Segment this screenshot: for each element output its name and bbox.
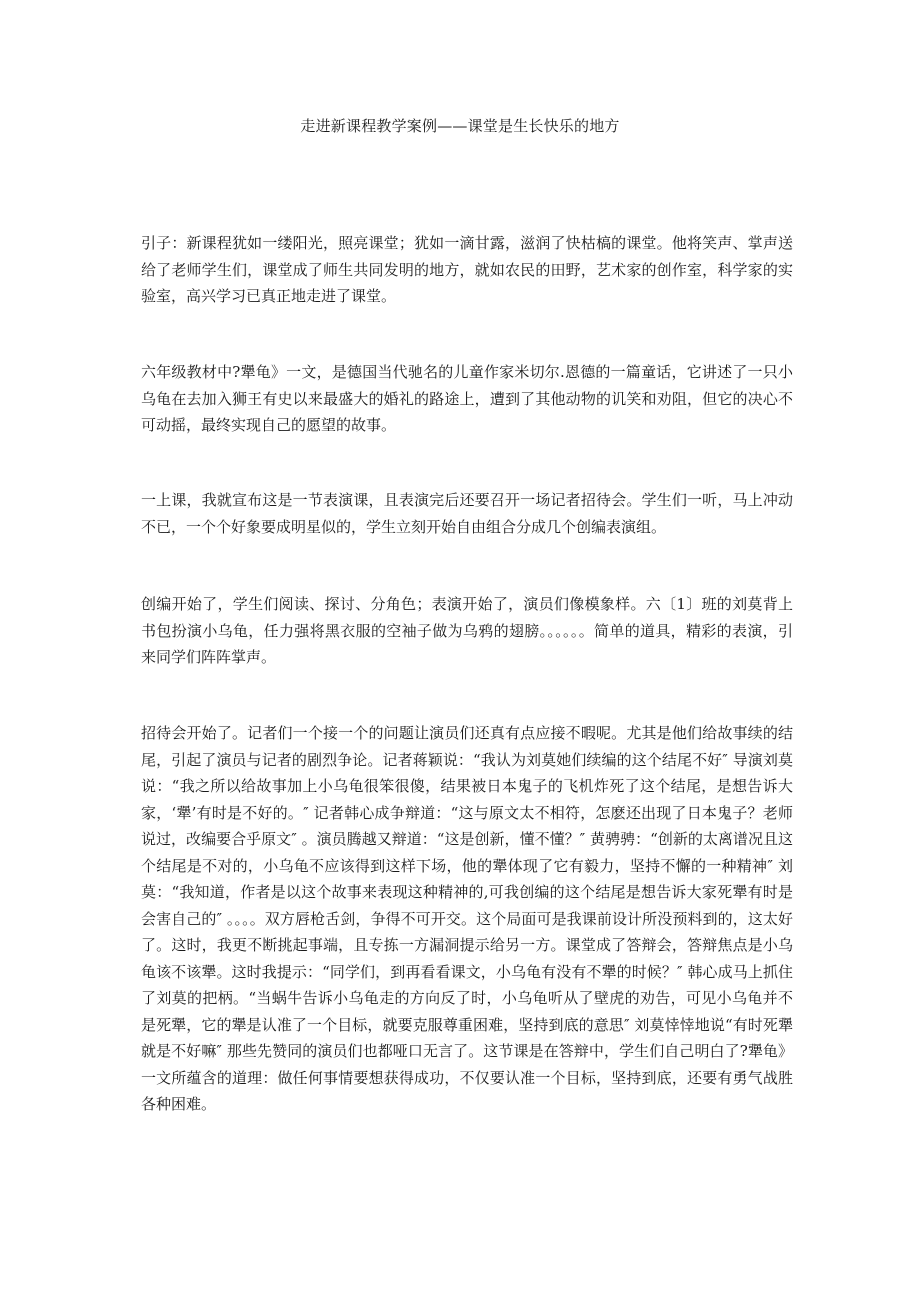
paragraph-class-start: 一上课，我就宣布这是一节表演课，且表演完后还要召开一场记者招待会。学生们一听，马上冲动不已，一个个好象要成明星似的，学生立刻开始自由组合分成几个创编表演组。 <box>141 491 793 536</box>
document-title: 走进新课程教学案例——课堂是生长快乐的地方 <box>300 117 620 135</box>
paragraph-performance: 创编开始了，学生们阅读、探讨、分角色；表演开始了，演员们像模象样。六〔1〕班的刘莫背上书包扮演小乌龟，任力强将黑衣服的空袖子做为乌鸦的翅膀。。。。。。简单的道具，精彩的表演，引来同学们阵阵掌声。 <box>141 595 793 666</box>
paragraph-textbook: 六年级教材中?犟龟》一文，是德国当代驰名的儿童作家米切尔.恩德的一篇童话，它讲述了一只小乌龟在去加入狮王有史以来最盛大的婚礼的路途上，遭到了其他动物的讥笑和劝阻，但它的决心不可动摇，最终实现自己的愿望的故事。 <box>141 363 793 434</box>
paragraph-press-conference: 招待会开始了。记者们一个接一个的问题让演员们还真有点应接不暇呢。尤其是他们给故事续的结尾，引起了演员与记者的剧烈争论。记者蒋颖说：“我认为刘莫她们续编的这个结尾不好″ 导演刘莫说：“我之所以给故事加上小乌龟很笨很傻，结果被日本鬼子的飞机炸死了这个结尾，是想告诉大家，‘犟’有时是不好的。″ 记者韩心成争辩道：“这与原文太不相符，怎麽还出现了日本鬼子？老师说过，改编要合乎原文″ 。演员腾越又辩道：“这是创新，懂不懂？″ 黄骋骋：“创新的太离谱况且这个结尾是不对的，小乌龟不应该得到这样下场，他的犟体现了它有毅力，坚持不懈的一种精神″ 刘莫：“我知道，作者是以这个故事来表现这种精神的,可我创编的这个结尾是想告诉大家死犟有时是会害自己的″ 。。。。双方唇枪舌剑，争得不可开交。这个局面可是我课前设计所没预料到的，这太好了。这时，我更不断挑起事端，且专拣一方漏洞提示给另一方。课堂成了答辩会，答辩焦点是小乌龟该不该犟。这时我提示：“同学们，到再看看课文，小乌龟有没有不犟的时候？″ 韩心成马上抓住了刘莫的把柄。“当蜗牛告诉小乌龟走的方向反了时，小乌龟听从了壁虎的劝告，可见小乌龟并不是死犟，它的犟是认准了一个目标，就要克服尊重困难，坚持到底的意思″ 刘莫悻悻地说“有时死犟就是不好嘛″ 那些先赞同的演员们也都哑口无言了。这节课是在答辩中，学生们自己明白了?犟龟》一文所蕴含的道理：做任何事情要想获得成功，不仅要认准一个目标，坚持到底，还要有勇气战胜各种困难。 <box>141 724 793 1113</box>
paragraph-introduction: 引子：新课程犹如一缕阳光，照亮课堂；犹如一滴甘露，滋润了快枯槁的课堂。他将笑声、掌声送给了老师学生们，课堂成了师生共同发明的地方，就如农民的田野，艺术家的创作室，科学家的实验室，高兴学习已真正地走进了课堂。 <box>141 234 793 305</box>
